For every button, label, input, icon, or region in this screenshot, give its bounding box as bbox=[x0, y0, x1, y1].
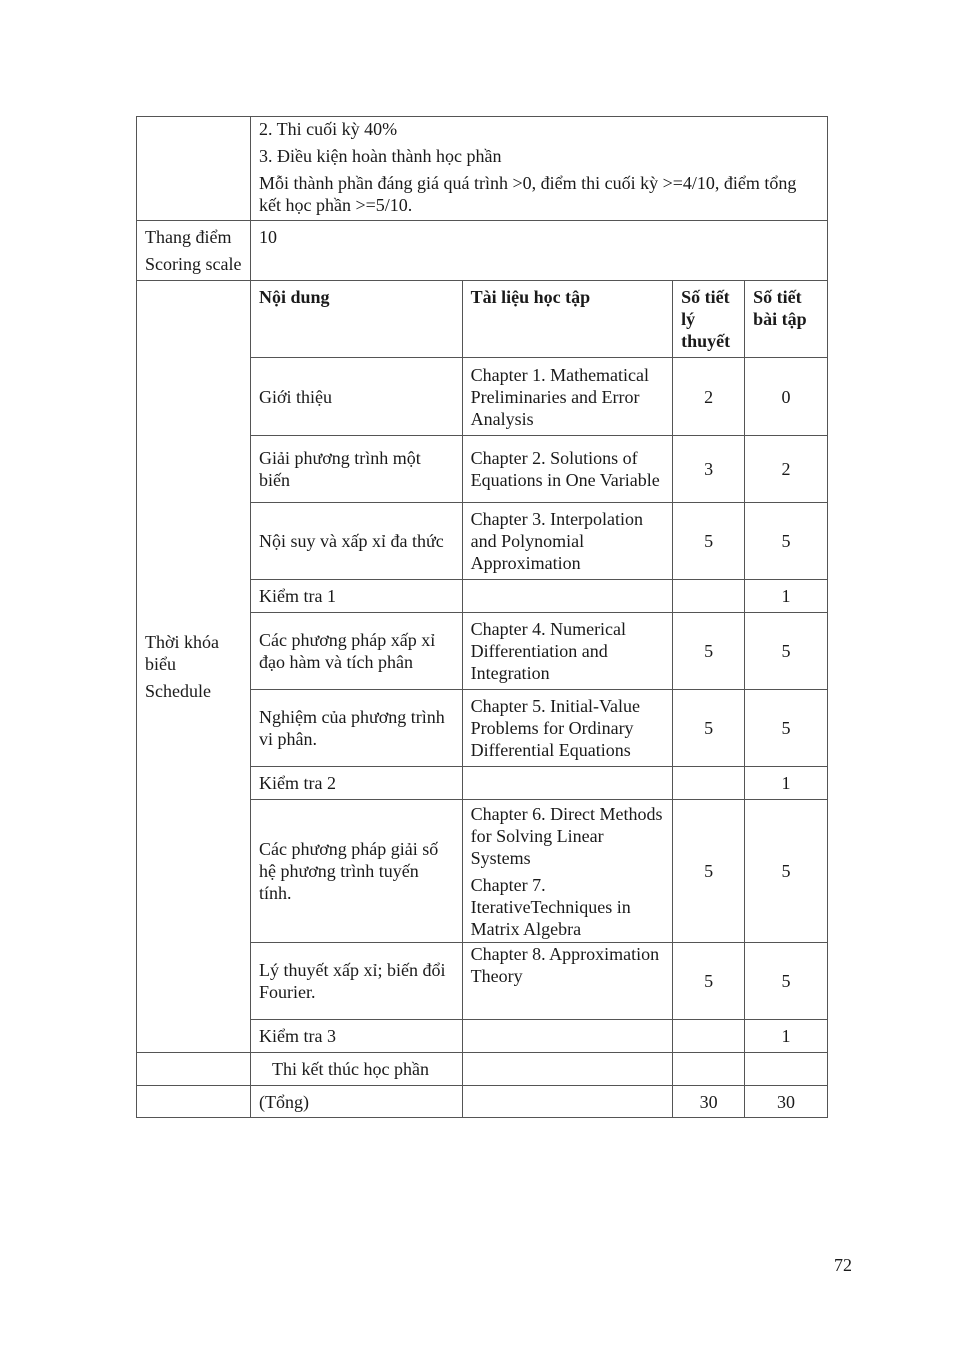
schedule-label-vi-1: Thời khóa bbox=[145, 632, 220, 652]
page-number: 72 bbox=[834, 1255, 852, 1275]
row-exercise: 1 bbox=[745, 767, 828, 800]
header-theory-1: Số tiết bbox=[681, 287, 730, 307]
row-theory: 5 bbox=[673, 613, 745, 690]
assessment-condition: Mỗi thành phần đáng giá quá trình >0, điểm thi cuối kỳ >=4/10, điểm tổng kết học phần >=5/10. bbox=[259, 173, 797, 215]
row-materials bbox=[462, 580, 673, 613]
row-exercise: 5 bbox=[745, 943, 828, 1020]
row-exercise: 5 bbox=[745, 690, 828, 767]
row-exercise: 1 bbox=[745, 1020, 828, 1053]
row-materials: Chapter 4. Numerical Differentiation and Integration bbox=[462, 613, 673, 690]
row-materials: Chapter 3. Interpolation and Polynomial Approximation bbox=[462, 503, 673, 580]
final-exam-label-cell bbox=[137, 1053, 251, 1086]
total-materials bbox=[462, 1086, 673, 1118]
row-exercise: 2 bbox=[745, 436, 828, 503]
course-table bbox=[136, 116, 828, 1118]
total-label-cell bbox=[137, 1086, 251, 1118]
row-content: Kiểm tra 2 bbox=[251, 767, 463, 800]
total-row bbox=[137, 1086, 828, 1118]
schedule-label-vi-2: biểu bbox=[145, 654, 176, 674]
assessment-line-3: 3. Điều kiện hoàn thành học phần bbox=[259, 146, 502, 166]
row-theory: 5 bbox=[673, 943, 745, 1020]
row-materials: Chapter 5. Initial-Value Problems for Ordinary Differential Equations bbox=[462, 690, 673, 767]
row-materials: Chapter 2. Solutions of Equations in One Variable bbox=[462, 436, 673, 503]
row-content: Giải phương trình một biến bbox=[251, 436, 463, 503]
row-content: Nghiệm của phương trình vi phân. bbox=[251, 690, 463, 767]
row-theory: 3 bbox=[673, 436, 745, 503]
row-theory bbox=[673, 1020, 745, 1053]
row-content: Giới thiệu bbox=[251, 358, 463, 436]
schedule-label-cell bbox=[137, 281, 251, 1053]
header-theory bbox=[673, 281, 745, 358]
row-theory: 5 bbox=[673, 800, 745, 943]
assessment-label-cell bbox=[137, 117, 251, 221]
header-materials: Tài liệu học tập bbox=[462, 281, 673, 358]
header-content: Nội dung bbox=[251, 281, 463, 358]
row-theory bbox=[673, 580, 745, 613]
row-exercise: 0 bbox=[745, 358, 828, 436]
row-materials-2: Chapter 7. IterativeTechniques in Matrix Algebra bbox=[470, 874, 631, 939]
row-theory: 5 bbox=[673, 690, 745, 767]
header-exercise-1: Số tiết bbox=[753, 287, 802, 307]
row-materials-1: Chapter 6. Direct Methods for Solving Linear Systems bbox=[470, 803, 663, 868]
row-content: Kiểm tra 3 bbox=[251, 1020, 463, 1053]
total-label: (Tổng) bbox=[251, 1086, 463, 1118]
row-exercise: 5 bbox=[745, 503, 828, 580]
header-theory-2: lý bbox=[681, 309, 696, 329]
header-theory-3: thuyết bbox=[681, 331, 731, 351]
assessment-row bbox=[137, 117, 828, 221]
assessment-line-2: 2. Thi cuối kỳ 40% bbox=[259, 119, 398, 139]
row-materials: Chapter 8. Approximation Theory bbox=[462, 943, 673, 1020]
row-content: Các phương pháp giải số hệ phương trình tuyến tính. bbox=[251, 800, 463, 943]
row-materials bbox=[462, 800, 673, 943]
header-exercise-2: bài tập bbox=[753, 309, 807, 329]
row-exercise: 1 bbox=[745, 580, 828, 613]
row-theory bbox=[673, 767, 745, 800]
header-exercise bbox=[745, 281, 828, 358]
scoring-label-cell bbox=[137, 221, 251, 281]
row-exercise: 5 bbox=[745, 800, 828, 943]
final-exam-row bbox=[137, 1053, 828, 1086]
row-materials bbox=[462, 767, 673, 800]
scoring-value: 10 bbox=[251, 221, 828, 281]
schedule-header-row bbox=[137, 281, 828, 358]
scoring-label-vi: Thang điểm bbox=[145, 227, 232, 247]
row-content: Kiểm tra 1 bbox=[251, 580, 463, 613]
row-content: Nội suy và xấp xỉ đa thức bbox=[251, 503, 463, 580]
scoring-row bbox=[137, 221, 828, 281]
assessment-cell bbox=[251, 117, 828, 221]
row-exercise: 5 bbox=[745, 613, 828, 690]
final-exam-exercise bbox=[745, 1053, 828, 1086]
scoring-label-en: Scoring scale bbox=[145, 254, 242, 274]
row-materials: Chapter 1. Mathematical Preliminaries and Error Analysis bbox=[462, 358, 673, 436]
schedule-label-en: Schedule bbox=[145, 681, 211, 701]
final-exam-materials bbox=[462, 1053, 673, 1086]
final-exam-label: Thi kết thúc học phần bbox=[251, 1053, 463, 1086]
row-content: Lý thuyết xấp xỉ; biến đổi Fourier. bbox=[251, 943, 463, 1020]
row-theory: 2 bbox=[673, 358, 745, 436]
row-theory: 5 bbox=[673, 503, 745, 580]
row-content: Các phương pháp xấp xỉ đạo hàm và tích phân bbox=[251, 613, 463, 690]
row-materials bbox=[462, 1020, 673, 1053]
total-exercise: 30 bbox=[745, 1086, 828, 1118]
final-exam-theory bbox=[673, 1053, 745, 1086]
total-theory: 30 bbox=[673, 1086, 745, 1118]
